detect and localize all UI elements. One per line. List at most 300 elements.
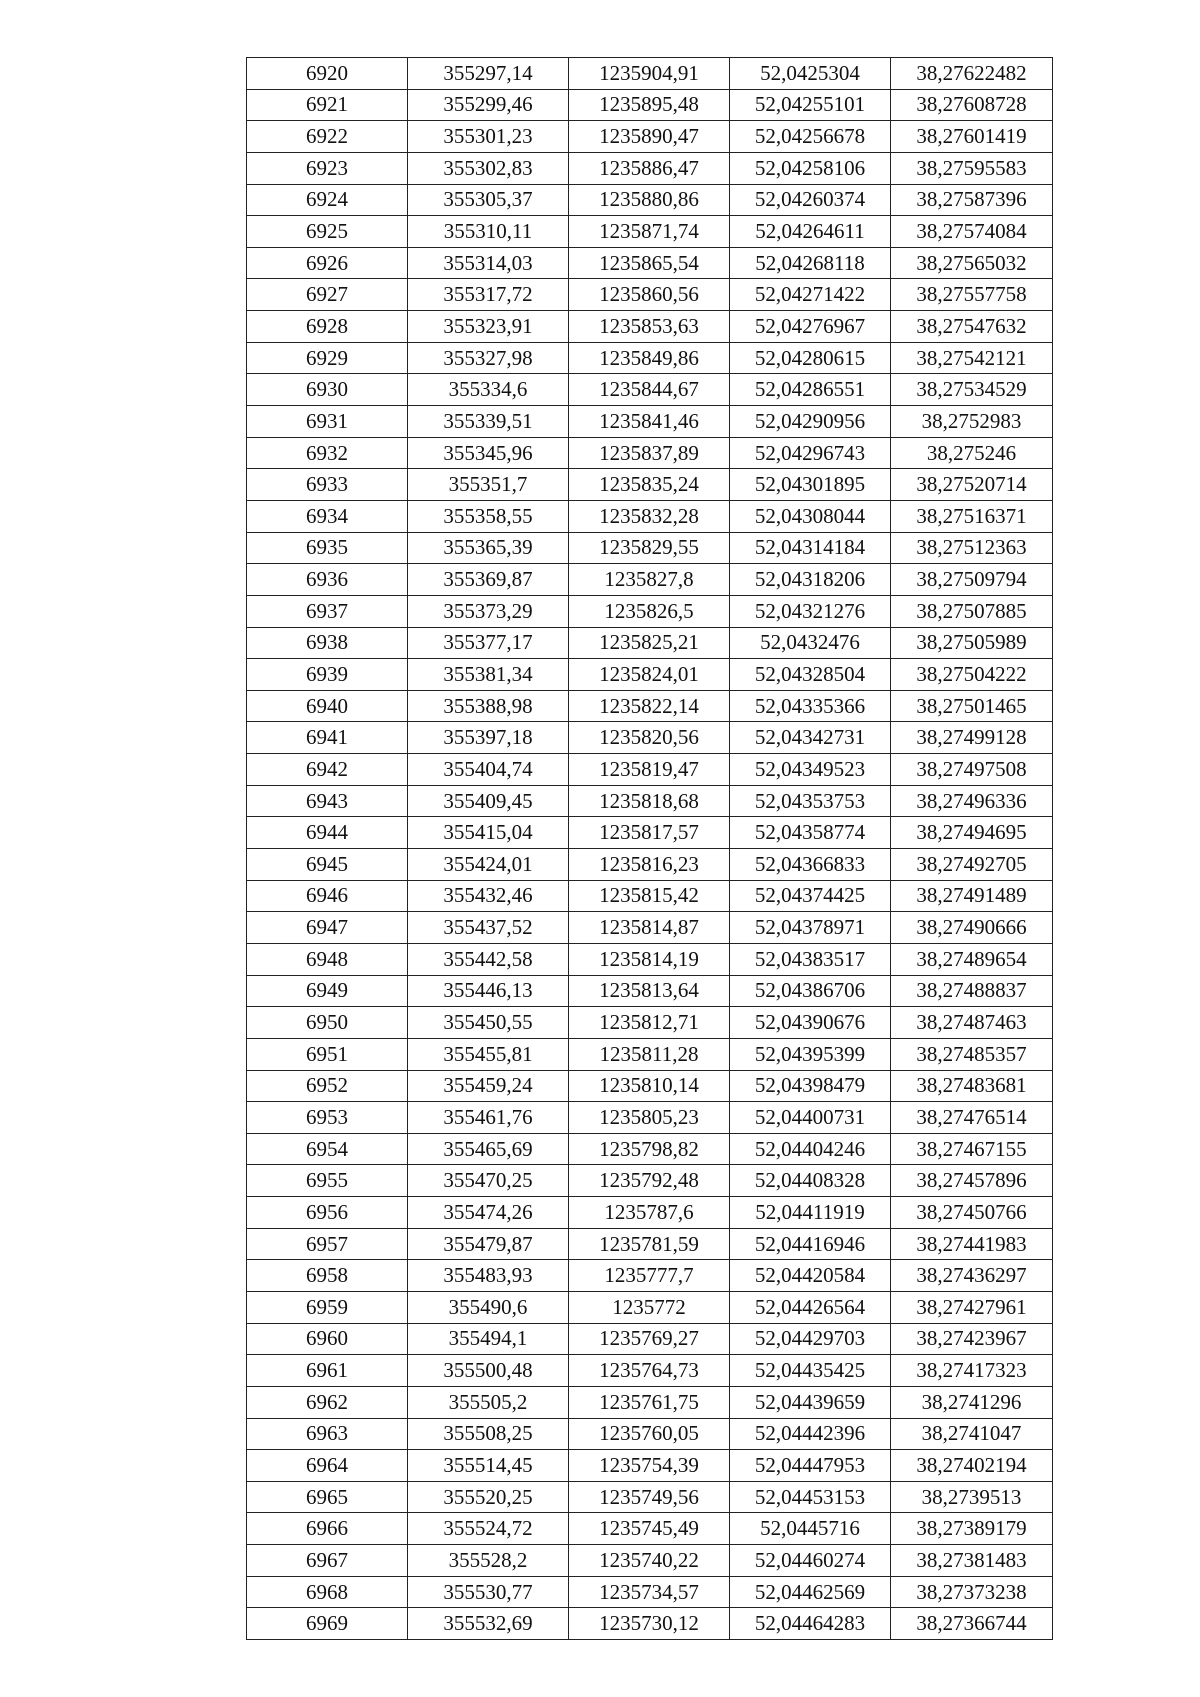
table-row	[247, 817, 1053, 849]
point-number-cell: 6923	[247, 152, 408, 184]
latitude-cell: 52,04400731	[730, 1102, 891, 1134]
x-coordinate-cell: 355404,74	[408, 754, 569, 786]
table-row	[247, 1038, 1053, 1070]
table-row	[247, 1165, 1053, 1197]
y-coordinate-cell: 1235815,42	[569, 880, 730, 912]
point-number-cell: 6941	[247, 722, 408, 754]
latitude-cell: 52,04408328	[730, 1165, 891, 1197]
longitude-cell: 38,27417323	[891, 1355, 1053, 1387]
y-coordinate-cell: 1235787,6	[569, 1197, 730, 1229]
latitude-cell: 52,04290956	[730, 406, 891, 438]
latitude-cell: 52,04308044	[730, 500, 891, 532]
table-row	[247, 1197, 1053, 1229]
x-coordinate-cell: 355528,2	[408, 1545, 569, 1577]
latitude-cell: 52,04335366	[730, 690, 891, 722]
table-row	[247, 279, 1053, 311]
y-coordinate-cell: 1235781,59	[569, 1228, 730, 1260]
point-number-cell: 6967	[247, 1545, 408, 1577]
y-coordinate-cell: 1235810,14	[569, 1070, 730, 1102]
latitude-cell: 52,04353753	[730, 785, 891, 817]
x-coordinate-cell: 355470,25	[408, 1165, 569, 1197]
latitude-cell: 52,04390676	[730, 1007, 891, 1039]
point-number-cell: 6927	[247, 279, 408, 311]
longitude-cell: 38,27366744	[891, 1608, 1053, 1640]
x-coordinate-cell: 355432,46	[408, 880, 569, 912]
point-number-cell: 6921	[247, 89, 408, 121]
table-row	[247, 564, 1053, 596]
latitude-cell: 52,04435425	[730, 1355, 891, 1387]
y-coordinate-cell: 1235745,49	[569, 1513, 730, 1545]
latitude-cell: 52,04321276	[730, 595, 891, 627]
longitude-cell: 38,27520714	[891, 469, 1053, 501]
y-coordinate-cell: 1235890,47	[569, 121, 730, 153]
y-coordinate-cell: 1235886,47	[569, 152, 730, 184]
point-number-cell: 6942	[247, 754, 408, 786]
y-coordinate-cell: 1235777,7	[569, 1260, 730, 1292]
y-coordinate-cell: 1235812,71	[569, 1007, 730, 1039]
point-number-cell: 6926	[247, 247, 408, 279]
y-coordinate-cell: 1235818,68	[569, 785, 730, 817]
point-number-cell: 6922	[247, 121, 408, 153]
x-coordinate-cell: 355351,7	[408, 469, 569, 501]
x-coordinate-cell: 355508,25	[408, 1418, 569, 1450]
latitude-cell: 52,04255101	[730, 89, 891, 121]
table-row	[247, 1450, 1053, 1482]
x-coordinate-cell: 355514,45	[408, 1450, 569, 1482]
longitude-cell: 38,2741047	[891, 1418, 1053, 1450]
table-row	[247, 184, 1053, 216]
point-number-cell: 6929	[247, 342, 408, 374]
table-row	[247, 58, 1053, 90]
table-row	[247, 1481, 1053, 1513]
table-row	[247, 216, 1053, 248]
y-coordinate-cell: 1235841,46	[569, 406, 730, 438]
table-row	[247, 1386, 1053, 1418]
table-row	[247, 469, 1053, 501]
table-row	[247, 247, 1053, 279]
x-coordinate-cell: 355409,45	[408, 785, 569, 817]
point-number-cell: 6961	[247, 1355, 408, 1387]
longitude-cell: 38,27476514	[891, 1102, 1053, 1134]
point-number-cell: 6928	[247, 311, 408, 343]
y-coordinate-cell: 1235822,14	[569, 690, 730, 722]
point-number-cell: 6965	[247, 1481, 408, 1513]
latitude-cell: 52,04453153	[730, 1481, 891, 1513]
y-coordinate-cell: 1235835,24	[569, 469, 730, 501]
table-row	[247, 1418, 1053, 1450]
x-coordinate-cell: 355459,24	[408, 1070, 569, 1102]
latitude-cell: 52,04286551	[730, 374, 891, 406]
point-number-cell: 6951	[247, 1038, 408, 1070]
y-coordinate-cell: 1235825,21	[569, 627, 730, 659]
y-coordinate-cell: 1235880,86	[569, 184, 730, 216]
point-number-cell: 6957	[247, 1228, 408, 1260]
x-coordinate-cell: 355450,55	[408, 1007, 569, 1039]
x-coordinate-cell: 355397,18	[408, 722, 569, 754]
latitude-cell: 52,04342731	[730, 722, 891, 754]
y-coordinate-cell: 1235754,39	[569, 1450, 730, 1482]
point-number-cell: 6960	[247, 1323, 408, 1355]
table-row	[247, 722, 1053, 754]
x-coordinate-cell: 355442,58	[408, 943, 569, 975]
x-coordinate-cell: 355301,23	[408, 121, 569, 153]
point-number-cell: 6948	[247, 943, 408, 975]
latitude-cell: 52,0425304	[730, 58, 891, 90]
table-row	[247, 1102, 1053, 1134]
x-coordinate-cell: 355305,37	[408, 184, 569, 216]
x-coordinate-cell: 355474,26	[408, 1197, 569, 1229]
point-number-cell: 6958	[247, 1260, 408, 1292]
point-number-cell: 6920	[247, 58, 408, 90]
y-coordinate-cell: 1235816,23	[569, 849, 730, 881]
longitude-cell: 38,27504222	[891, 659, 1053, 691]
x-coordinate-cell: 355465,69	[408, 1133, 569, 1165]
longitude-cell: 38,27595583	[891, 152, 1053, 184]
table-row	[247, 406, 1053, 438]
longitude-cell: 38,27497508	[891, 754, 1053, 786]
latitude-cell: 52,04426564	[730, 1291, 891, 1323]
longitude-cell: 38,27488837	[891, 975, 1053, 1007]
longitude-cell: 38,27485357	[891, 1038, 1053, 1070]
x-coordinate-cell: 355415,04	[408, 817, 569, 849]
table-row	[247, 121, 1053, 153]
table-row	[247, 532, 1053, 564]
table-row	[247, 975, 1053, 1007]
table-row	[247, 1576, 1053, 1608]
table-row	[247, 437, 1053, 469]
y-coordinate-cell: 1235769,27	[569, 1323, 730, 1355]
coordinates-table	[246, 57, 1053, 1640]
longitude-cell: 38,27601419	[891, 121, 1053, 153]
point-number-cell: 6934	[247, 500, 408, 532]
y-coordinate-cell: 1235734,57	[569, 1576, 730, 1608]
point-number-cell: 6953	[247, 1102, 408, 1134]
point-number-cell: 6969	[247, 1608, 408, 1640]
latitude-cell: 52,04366833	[730, 849, 891, 881]
latitude-cell: 52,04442396	[730, 1418, 891, 1450]
y-coordinate-cell: 1235871,74	[569, 216, 730, 248]
longitude-cell: 38,27512363	[891, 532, 1053, 564]
latitude-cell: 52,04314184	[730, 532, 891, 564]
latitude-cell: 52,04258106	[730, 152, 891, 184]
x-coordinate-cell: 355345,96	[408, 437, 569, 469]
point-number-cell: 6962	[247, 1386, 408, 1418]
y-coordinate-cell: 1235837,89	[569, 437, 730, 469]
point-number-cell: 6943	[247, 785, 408, 817]
longitude-cell: 38,27457896	[891, 1165, 1053, 1197]
point-number-cell: 6963	[247, 1418, 408, 1450]
longitude-cell: 38,27542121	[891, 342, 1053, 374]
table-row	[247, 500, 1053, 532]
latitude-cell: 52,04318206	[730, 564, 891, 596]
point-number-cell: 6924	[247, 184, 408, 216]
y-coordinate-cell: 1235817,57	[569, 817, 730, 849]
y-coordinate-cell: 1235832,28	[569, 500, 730, 532]
coordinates-table-body	[247, 58, 1053, 1640]
point-number-cell: 6925	[247, 216, 408, 248]
point-number-cell: 6959	[247, 1291, 408, 1323]
table-row	[247, 627, 1053, 659]
x-coordinate-cell: 355302,83	[408, 152, 569, 184]
latitude-cell: 52,0445716	[730, 1513, 891, 1545]
table-row	[247, 1545, 1053, 1577]
table-row	[247, 1323, 1053, 1355]
longitude-cell: 38,27499128	[891, 722, 1053, 754]
y-coordinate-cell: 1235895,48	[569, 89, 730, 121]
x-coordinate-cell: 355388,98	[408, 690, 569, 722]
longitude-cell: 38,27565032	[891, 247, 1053, 279]
x-coordinate-cell: 355369,87	[408, 564, 569, 596]
latitude-cell: 52,0432476	[730, 627, 891, 659]
x-coordinate-cell: 355317,72	[408, 279, 569, 311]
latitude-cell: 52,04398479	[730, 1070, 891, 1102]
longitude-cell: 38,27487463	[891, 1007, 1053, 1039]
longitude-cell: 38,27490666	[891, 912, 1053, 944]
longitude-cell: 38,27489654	[891, 943, 1053, 975]
x-coordinate-cell: 355505,2	[408, 1386, 569, 1418]
point-number-cell: 6964	[247, 1450, 408, 1482]
longitude-cell: 38,27509794	[891, 564, 1053, 596]
table-row	[247, 849, 1053, 881]
longitude-cell: 38,27450766	[891, 1197, 1053, 1229]
y-coordinate-cell: 1235811,28	[569, 1038, 730, 1070]
longitude-cell: 38,27547632	[891, 311, 1053, 343]
latitude-cell: 52,04447953	[730, 1450, 891, 1482]
latitude-cell: 52,04268118	[730, 247, 891, 279]
longitude-cell: 38,275246	[891, 437, 1053, 469]
longitude-cell: 38,27494695	[891, 817, 1053, 849]
latitude-cell: 52,04395399	[730, 1038, 891, 1070]
x-coordinate-cell: 355494,1	[408, 1323, 569, 1355]
point-number-cell: 6954	[247, 1133, 408, 1165]
x-coordinate-cell: 355520,25	[408, 1481, 569, 1513]
point-number-cell: 6955	[247, 1165, 408, 1197]
table-row	[247, 152, 1053, 184]
x-coordinate-cell: 355424,01	[408, 849, 569, 881]
longitude-cell: 38,27534529	[891, 374, 1053, 406]
table-row	[247, 1070, 1053, 1102]
y-coordinate-cell: 1235814,87	[569, 912, 730, 944]
x-coordinate-cell: 355455,81	[408, 1038, 569, 1070]
latitude-cell: 52,04271422	[730, 279, 891, 311]
point-number-cell: 6933	[247, 469, 408, 501]
table-row	[247, 1133, 1053, 1165]
table-row	[247, 785, 1053, 817]
point-number-cell: 6946	[247, 880, 408, 912]
x-coordinate-cell: 355314,03	[408, 247, 569, 279]
longitude-cell: 38,27427961	[891, 1291, 1053, 1323]
x-coordinate-cell: 355490,6	[408, 1291, 569, 1323]
latitude-cell: 52,04256678	[730, 121, 891, 153]
point-number-cell: 6944	[247, 817, 408, 849]
latitude-cell: 52,04378971	[730, 912, 891, 944]
x-coordinate-cell: 355479,87	[408, 1228, 569, 1260]
latitude-cell: 52,04383517	[730, 943, 891, 975]
x-coordinate-cell: 355381,34	[408, 659, 569, 691]
x-coordinate-cell: 355530,77	[408, 1576, 569, 1608]
point-number-cell: 6932	[247, 437, 408, 469]
x-coordinate-cell: 355334,6	[408, 374, 569, 406]
latitude-cell: 52,04464283	[730, 1608, 891, 1640]
latitude-cell: 52,04386706	[730, 975, 891, 1007]
y-coordinate-cell: 1235798,82	[569, 1133, 730, 1165]
point-number-cell: 6950	[247, 1007, 408, 1039]
point-number-cell: 6966	[247, 1513, 408, 1545]
point-number-cell: 6931	[247, 406, 408, 438]
x-coordinate-cell: 355532,69	[408, 1608, 569, 1640]
table-row	[247, 1291, 1053, 1323]
table-row	[247, 1260, 1053, 1292]
longitude-cell: 38,27507885	[891, 595, 1053, 627]
point-number-cell: 6940	[247, 690, 408, 722]
y-coordinate-cell: 1235740,22	[569, 1545, 730, 1577]
table-row	[247, 1228, 1053, 1260]
y-coordinate-cell: 1235849,86	[569, 342, 730, 374]
y-coordinate-cell: 1235813,64	[569, 975, 730, 1007]
latitude-cell: 52,04420584	[730, 1260, 891, 1292]
y-coordinate-cell: 1235853,63	[569, 311, 730, 343]
y-coordinate-cell: 1235824,01	[569, 659, 730, 691]
longitude-cell: 38,2752983	[891, 406, 1053, 438]
latitude-cell: 52,04416946	[730, 1228, 891, 1260]
x-coordinate-cell: 355299,46	[408, 89, 569, 121]
longitude-cell: 38,27557758	[891, 279, 1053, 311]
y-coordinate-cell: 1235820,56	[569, 722, 730, 754]
point-number-cell: 6939	[247, 659, 408, 691]
table-row	[247, 659, 1053, 691]
x-coordinate-cell: 355365,39	[408, 532, 569, 564]
table-row	[247, 880, 1053, 912]
latitude-cell: 52,04429703	[730, 1323, 891, 1355]
point-number-cell: 6945	[247, 849, 408, 881]
latitude-cell: 52,04328504	[730, 659, 891, 691]
table-row	[247, 754, 1053, 786]
longitude-cell: 38,27381483	[891, 1545, 1053, 1577]
latitude-cell: 52,04301895	[730, 469, 891, 501]
x-coordinate-cell: 355446,13	[408, 975, 569, 1007]
latitude-cell: 52,04411919	[730, 1197, 891, 1229]
longitude-cell: 38,27483681	[891, 1070, 1053, 1102]
x-coordinate-cell: 355358,55	[408, 500, 569, 532]
longitude-cell: 38,2739513	[891, 1481, 1053, 1513]
longitude-cell: 38,27505989	[891, 627, 1053, 659]
y-coordinate-cell: 1235829,55	[569, 532, 730, 564]
table-row	[247, 943, 1053, 975]
y-coordinate-cell: 1235844,67	[569, 374, 730, 406]
table-row	[247, 342, 1053, 374]
longitude-cell: 38,27441983	[891, 1228, 1053, 1260]
table-row	[247, 1007, 1053, 1039]
point-number-cell: 6952	[247, 1070, 408, 1102]
longitude-cell: 38,27389179	[891, 1513, 1053, 1545]
y-coordinate-cell: 1235819,47	[569, 754, 730, 786]
x-coordinate-cell: 355524,72	[408, 1513, 569, 1545]
y-coordinate-cell: 1235772	[569, 1291, 730, 1323]
latitude-cell: 52,04349523	[730, 754, 891, 786]
longitude-cell: 38,27587396	[891, 184, 1053, 216]
point-number-cell: 6937	[247, 595, 408, 627]
longitude-cell: 38,27402194	[891, 1450, 1053, 1482]
latitude-cell: 52,04264611	[730, 216, 891, 248]
latitude-cell: 52,04260374	[730, 184, 891, 216]
point-number-cell: 6947	[247, 912, 408, 944]
longitude-cell: 38,27436297	[891, 1260, 1053, 1292]
table-row	[247, 1355, 1053, 1387]
x-coordinate-cell: 355373,29	[408, 595, 569, 627]
point-number-cell: 6936	[247, 564, 408, 596]
table-row	[247, 912, 1053, 944]
y-coordinate-cell: 1235764,73	[569, 1355, 730, 1387]
point-number-cell: 6930	[247, 374, 408, 406]
latitude-cell: 52,04404246	[730, 1133, 891, 1165]
table-row	[247, 1513, 1053, 1545]
y-coordinate-cell: 1235827,8	[569, 564, 730, 596]
y-coordinate-cell: 1235730,12	[569, 1608, 730, 1640]
point-number-cell: 6938	[247, 627, 408, 659]
latitude-cell: 52,04296743	[730, 437, 891, 469]
y-coordinate-cell: 1235805,23	[569, 1102, 730, 1134]
y-coordinate-cell: 1235749,56	[569, 1481, 730, 1513]
y-coordinate-cell: 1235865,54	[569, 247, 730, 279]
longitude-cell: 38,27501465	[891, 690, 1053, 722]
table-row	[247, 374, 1053, 406]
y-coordinate-cell: 1235860,56	[569, 279, 730, 311]
point-number-cell: 6935	[247, 532, 408, 564]
x-coordinate-cell: 355377,17	[408, 627, 569, 659]
x-coordinate-cell: 355483,93	[408, 1260, 569, 1292]
x-coordinate-cell: 355339,51	[408, 406, 569, 438]
longitude-cell: 38,27492705	[891, 849, 1053, 881]
point-number-cell: 6968	[247, 1576, 408, 1608]
longitude-cell: 38,27491489	[891, 880, 1053, 912]
longitude-cell: 38,27622482	[891, 58, 1053, 90]
x-coordinate-cell: 355297,14	[408, 58, 569, 90]
y-coordinate-cell: 1235814,19	[569, 943, 730, 975]
longitude-cell: 38,27467155	[891, 1133, 1053, 1165]
longitude-cell: 38,27574084	[891, 216, 1053, 248]
latitude-cell: 52,04462569	[730, 1576, 891, 1608]
latitude-cell: 52,04374425	[730, 880, 891, 912]
longitude-cell: 38,27608728	[891, 89, 1053, 121]
y-coordinate-cell: 1235826,5	[569, 595, 730, 627]
longitude-cell: 38,27423967	[891, 1323, 1053, 1355]
longitude-cell: 38,27516371	[891, 500, 1053, 532]
y-coordinate-cell: 1235904,91	[569, 58, 730, 90]
longitude-cell: 38,27373238	[891, 1576, 1053, 1608]
table-row	[247, 311, 1053, 343]
table-row	[247, 595, 1053, 627]
longitude-cell: 38,2741296	[891, 1386, 1053, 1418]
table-row	[247, 89, 1053, 121]
y-coordinate-cell: 1235792,48	[569, 1165, 730, 1197]
x-coordinate-cell: 355437,52	[408, 912, 569, 944]
latitude-cell: 52,04358774	[730, 817, 891, 849]
x-coordinate-cell: 355461,76	[408, 1102, 569, 1134]
latitude-cell: 52,04276967	[730, 311, 891, 343]
latitude-cell: 52,04439659	[730, 1386, 891, 1418]
x-coordinate-cell: 355500,48	[408, 1355, 569, 1387]
x-coordinate-cell: 355327,98	[408, 342, 569, 374]
latitude-cell: 52,04280615	[730, 342, 891, 374]
point-number-cell: 6949	[247, 975, 408, 1007]
longitude-cell: 38,27496336	[891, 785, 1053, 817]
y-coordinate-cell: 1235761,75	[569, 1386, 730, 1418]
latitude-cell: 52,04460274	[730, 1545, 891, 1577]
point-number-cell: 6956	[247, 1197, 408, 1229]
x-coordinate-cell: 355310,11	[408, 216, 569, 248]
x-coordinate-cell: 355323,91	[408, 311, 569, 343]
table-row	[247, 690, 1053, 722]
